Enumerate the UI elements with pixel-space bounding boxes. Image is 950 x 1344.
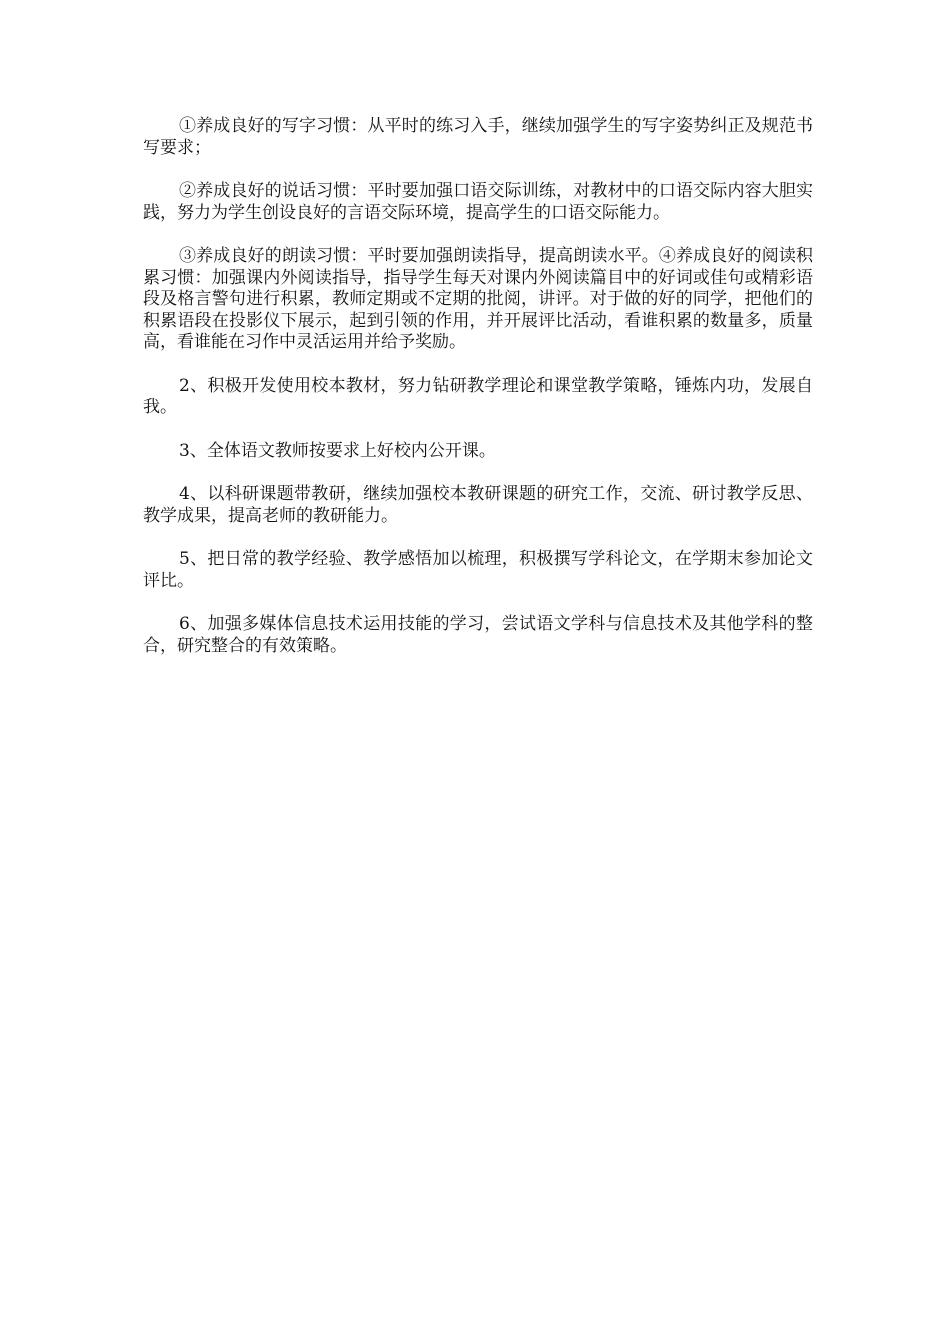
document-body xyxy=(143,116,813,679)
paragraph-reading-habit: ③养成良好的朗读习惯：平时要加强朗读指导，提高朗读水平。④养成良好的阅读积累习惯：加强课内外阅读指导，指导学生每天对课内外阅读篇目中的好词或佳句或精彩语段及格言警句进行积累，教师定期或不定期的批阅，讲评。对于做的好的同学，把他们的积累语段在投影仪下展示，起到引领的作用，并开展评比活动，看谁积累的数量多，质量高，看谁能在习作中灵活运用并给予奖励。 xyxy=(143,246,813,352)
paragraph-speaking-habit: ②养成良好的说话习惯：平时要加强口语交际训练，对教材中的口语交际内容大胆实践，努力为学生创设良好的言语交际环境，提高学生的口语交际能力。 xyxy=(143,181,813,223)
paragraph-writing-habit: ①养成良好的写字习惯：从平时的练习入手，继续加强学生的写字姿势纠正及规范书写要求； xyxy=(143,116,813,158)
paragraph-item-6: 6、加强多媒体信息技术运用技能的学习，尝试语文学科与信息技术及其他学科的整合，研究整合的有效策略。 xyxy=(143,614,813,656)
paragraph-item-2: 2、积极开发使用校本教材，努力钻研教学理论和课堂教学策略，锤炼内功，发展自我。 xyxy=(143,375,813,417)
paragraph-item-5: 5、把日常的教学经验、教学感悟加以梳理，积极撰写学科论文，在学期末参加论文评比。 xyxy=(143,549,813,591)
paragraph-item-3: 3、全体语文教师按要求上好校内公开课。 xyxy=(179,440,496,461)
paragraph-item-4: 4、以科研课题带教研，继续加强校本教研课题的研究工作，交流、研讨教学反思、教学成果，提高老师的教研能力。 xyxy=(143,484,813,526)
